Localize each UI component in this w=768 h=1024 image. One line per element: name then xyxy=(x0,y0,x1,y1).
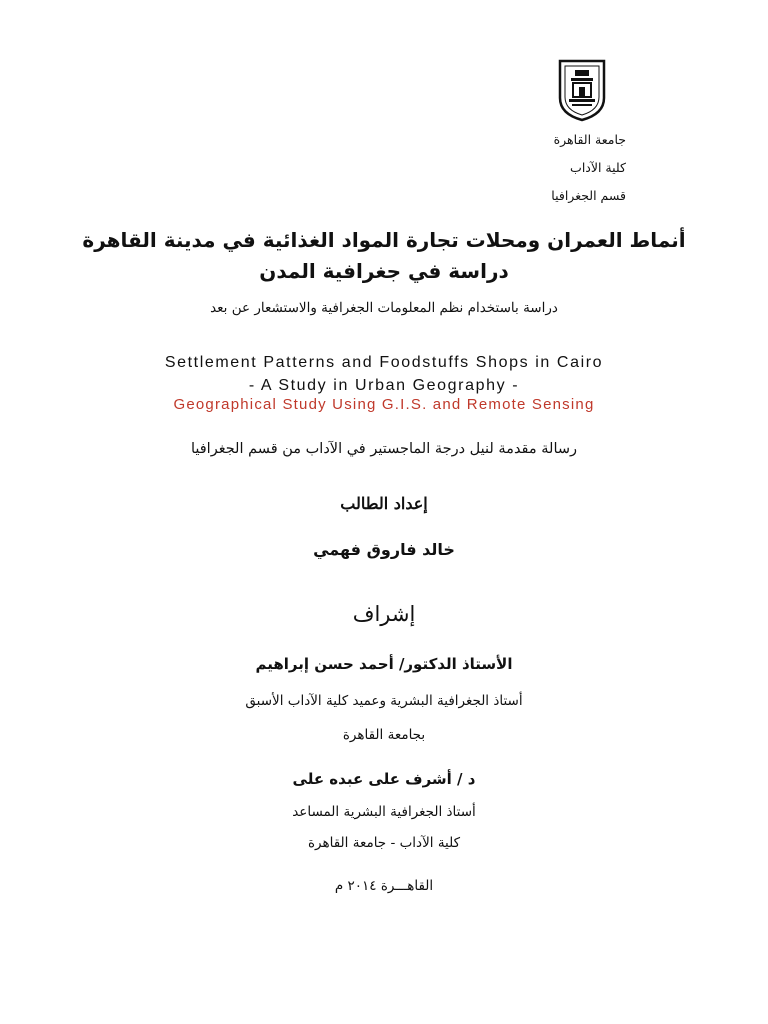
degree-statement: رسالة مقدمة لنيل درجة الماجستير في الآداب من قسم الجغرافيا xyxy=(190,441,578,457)
cairo-university-emblem-icon xyxy=(557,58,607,122)
university-name: جامعة القاهرة xyxy=(553,132,626,147)
arabic-subtitle: دراسة باستخدام نظم المعلومات الجغرافية والاستشعار عن بعد xyxy=(210,300,558,316)
place-date: القاهـــرة ٢٠١٤ م xyxy=(334,878,434,894)
supervisor2-name: د / أشرف على عبده على xyxy=(292,770,476,788)
english-title-line1: Settlement Patterns and Foodstuffs Shops in Cairo xyxy=(164,354,604,371)
arabic-title-line2: دراسة في جغرافية المدن xyxy=(259,259,509,283)
department-name: قسم الجغرافيا xyxy=(551,188,626,203)
faculty-name: كلية الآداب xyxy=(570,160,626,175)
supervisor1-title: أستاذ الجغرافية البشرية وعميد كلية الآداب الأسبق xyxy=(245,693,523,709)
student-name: خالد فاروق فهمي xyxy=(313,540,455,559)
institution-header xyxy=(426,126,626,210)
supervision-label: إشراف xyxy=(352,602,416,626)
english-title-line3: Geographical Study Using G.I.S. and Remote Sensing xyxy=(173,396,595,413)
supervisor1-name: الأستاذ الدكتور/ أحمد حسن إبراهيم xyxy=(255,655,513,673)
supervisor2-affiliation: كلية الآداب - جامعة القاهرة xyxy=(307,835,461,851)
arabic-title-line1: أنماط العمران ومحلات تجارة المواد الغذائية في مدينة القاهرة xyxy=(82,228,686,252)
prepared-by-label: إعداد الطالب xyxy=(340,494,428,513)
supervisor1-affiliation: بجامعة القاهرة xyxy=(342,727,426,743)
supervisor2-title: أستاذ الجغرافية البشرية المساعد xyxy=(292,804,476,820)
english-title-line2: - A Study in Urban Geography - xyxy=(248,377,520,394)
